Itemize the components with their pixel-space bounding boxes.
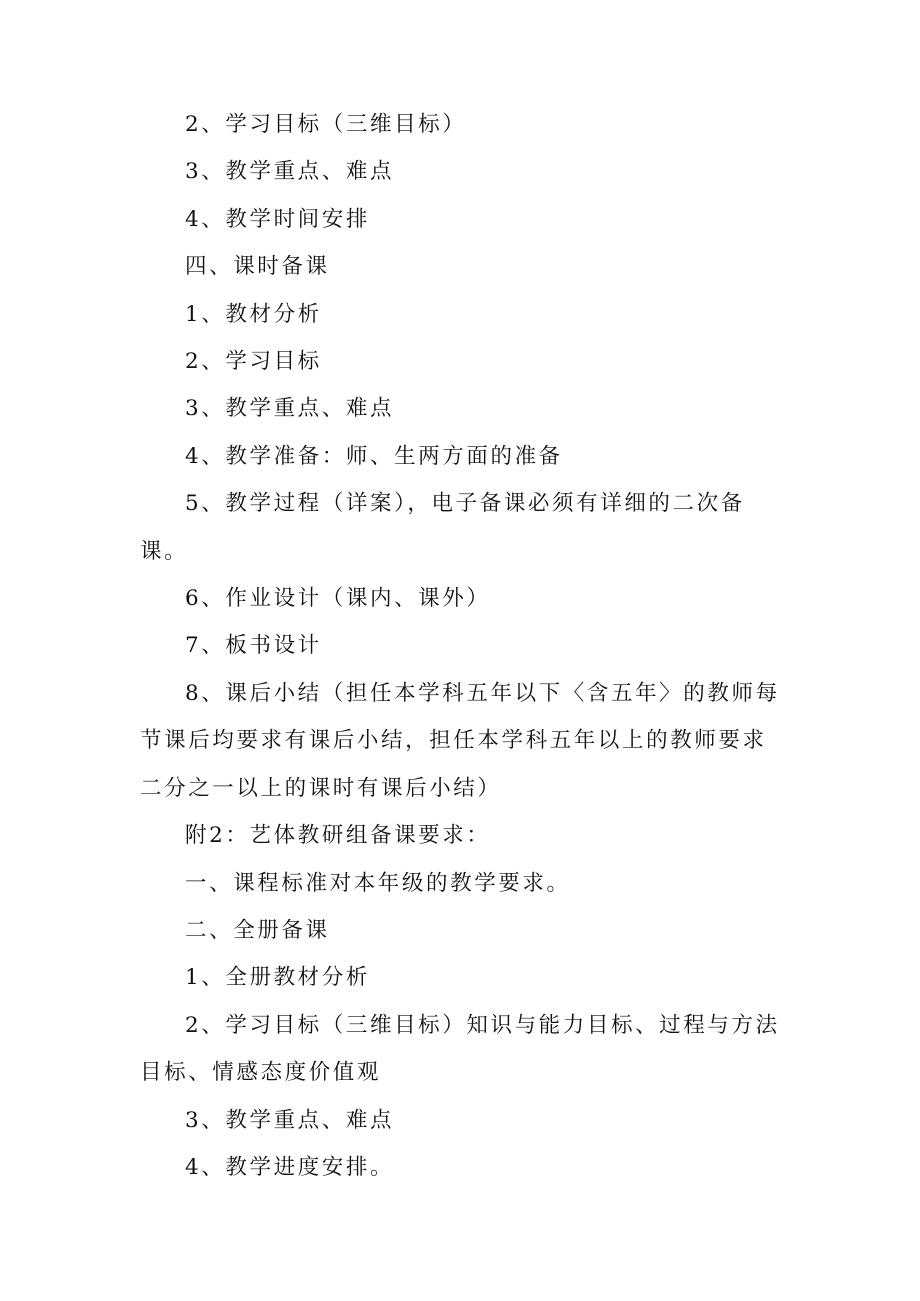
paragraph-5: 1、教材分析 [185,301,322,327]
paragraph-16: 1、全册教材分析 [185,965,370,991]
paragraph-13: 附2：艺体教研组备课要求： [185,823,491,849]
paragraph-18: 3、教学重点、难点 [185,1107,395,1133]
paragraph-19: 4、教学进度安排。 [185,1154,395,1180]
paragraph-14: 一、课程标准对本年级的教学要求。 [185,870,571,896]
paragraph-4: 四、课时备课 [185,254,330,280]
paragraph-3: 4、教学时间安排 [185,206,370,232]
paragraph-1: 2、学习目标（三维目标） [185,112,467,137]
paragraph-15: 二、全册备课 [185,917,330,943]
paragraph-12: 8、课后小结（担任本学科五年以下〈含五年〉的教师每节课后均要求有课后小结，担任本学科五年以上的教师要求二分之一以上的课时有课后小结） [140,680,780,801]
paragraph-10: 6、作业设计（课内、课外） [185,586,491,612]
paragraph-9: 5、教学过程（详案），电子备课必须有详细的二次备课。 [140,491,745,564]
paragraph-2: 3、教学重点、难点 [185,159,395,185]
document-body [140,101,785,1191]
paragraph-11: 7、板书设计 [185,633,322,659]
paragraph-7: 3、教学重点、难点 [185,396,395,422]
paragraph-6: 2、学习目标 [185,349,322,375]
paragraph-8: 4、教学准备：师、生两方面的准备 [185,443,563,469]
paragraph-17: 2、学习目标（三维目标）知识与能力目标、过程与方法目标、情感态度价值观 [140,1012,780,1086]
